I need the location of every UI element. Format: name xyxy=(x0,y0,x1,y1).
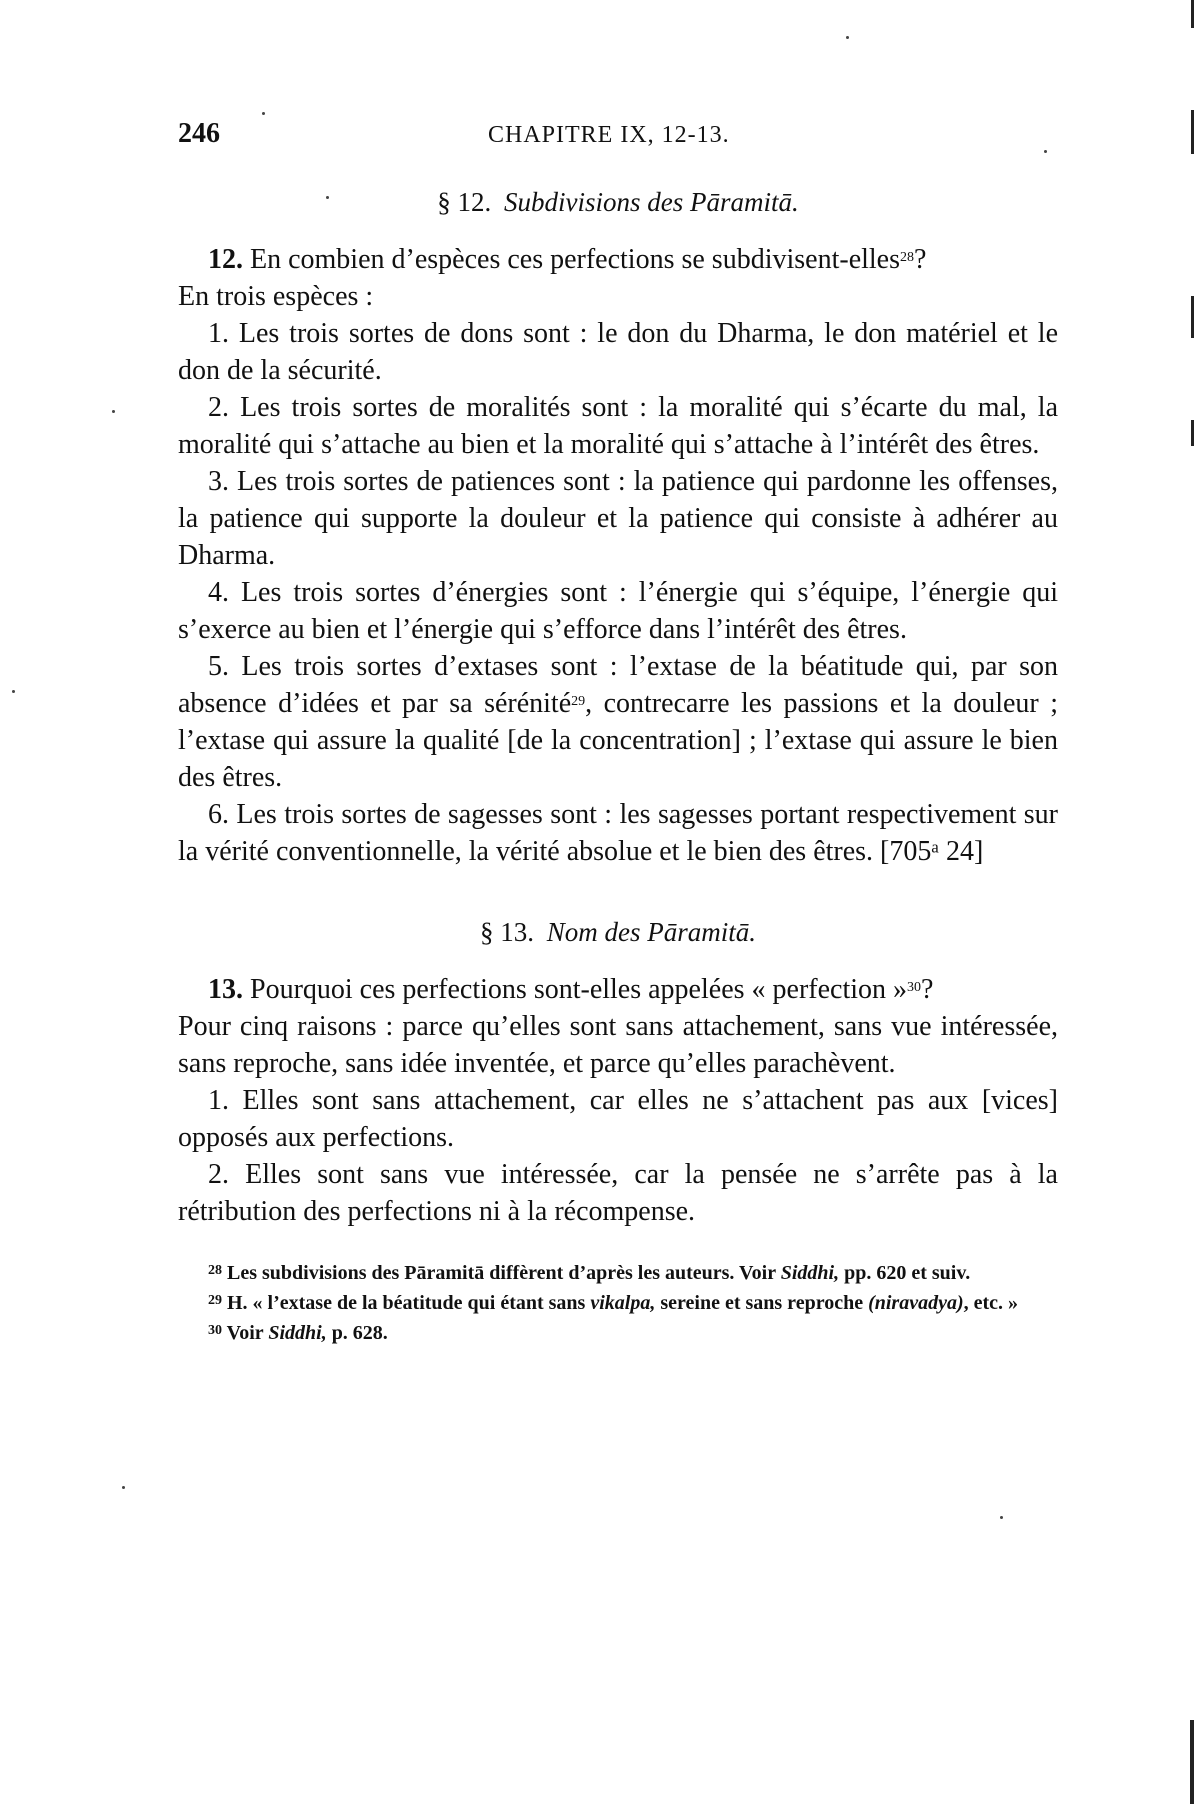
footnote-ref-28: 28 xyxy=(900,250,915,265)
scan-speck xyxy=(846,36,849,39)
footnote-29-term-2: (niravadya) xyxy=(868,1292,964,1314)
list-item: 2. Les trois sortes de moralités sont : la moralité qui s’écarte du mal, la moralité qui s’attache au bien et la moralité qui s’attache à l’intérêt des êtres. xyxy=(178,392,1058,460)
scan-speck xyxy=(1044,150,1047,153)
footnote-29-text-3: , etc. » xyxy=(963,1292,1019,1314)
list-item: 1. Elles sont sans attachement, car elles ne s’attachent pas aux [vices] opposés aux perfections. xyxy=(178,1085,1058,1153)
footnotes xyxy=(178,1258,1058,1348)
list-item: 6. Les trois sortes de sagesses sont : les sagesses portant respectivement sur la vérité conventionnelle, la vérité absolue et le bien des êtres. [705ᵃ 24] xyxy=(178,799,1058,867)
question-12-text: En combien d’espèces ces perfections se subdivisent-elles xyxy=(250,244,901,275)
list-item-5-part-b: , contrecarre les passions et la douleur ; l’extase qui assure la qualité [de la concentration] ; l’extase qui assure le bien des êtres. xyxy=(178,688,1059,793)
footnote-30-text: Voir xyxy=(226,1322,264,1344)
spacer xyxy=(178,870,1058,900)
section-13-name: Nom des Pāramitā. xyxy=(546,917,756,947)
list-item: 2. Elles sont sans vue intéressée, car la pensée ne s’arrête pas à la rétribution des perfections ni à la récompense. xyxy=(178,1159,1058,1227)
footnote-28-title: Siddhi, xyxy=(780,1262,840,1284)
footnote-28-text: Les subdivisions des Pāramitā diffèrent d’après les auteurs. Voir xyxy=(227,1262,776,1284)
scan-speck xyxy=(122,1486,125,1489)
footnote-30-title: Siddhi, xyxy=(268,1322,327,1344)
question-13 xyxy=(178,971,1058,1008)
section-13-number: § 13. xyxy=(480,917,534,947)
footnote-29-mark: 29 xyxy=(208,1293,222,1308)
list-item: 4. Les trois sortes d’énergies sont : l’énergie qui s’équipe, l’énergie qui s’exerce au bien et l’énergie qui s’efforce dans l’intérêt des êtres. xyxy=(178,577,1058,645)
question-13-text: Pourquoi ces perfections sont-elles appelées « perfection » xyxy=(250,974,908,1005)
footnote-29-term-1: vikalpa, xyxy=(590,1292,656,1314)
section-12-title xyxy=(178,184,1058,221)
footnote-28 xyxy=(178,1258,1058,1288)
question-13-number: 13. xyxy=(208,974,243,1005)
footnote-28-pages: pp. 620 et suiv. xyxy=(844,1262,971,1284)
footnote-29 xyxy=(178,1288,1058,1318)
running-head: CHAPITRE IX, 12-13. xyxy=(488,122,730,148)
list-item-5 xyxy=(178,648,1058,796)
page-header xyxy=(178,118,1058,158)
question-13-mark: ? xyxy=(921,974,934,1005)
list-item: 1. Les trois sortes de dons sont : le don du Dharma, le don matériel et le don de la sécurité. xyxy=(178,318,1058,386)
question-12-number: 12. xyxy=(208,244,243,275)
answer-13: Pour cinq raisons : parce qu’elles sont sans attachement, sans vue intéressée, sans reproche, sans idée inventée, et parce qu’elles parachèvent. xyxy=(178,1011,1058,1079)
footnote-30 xyxy=(178,1318,1058,1348)
scan-speck xyxy=(262,112,265,115)
footnote-ref-29: 29 xyxy=(571,694,586,709)
section-12-number: § 12. xyxy=(437,187,492,217)
footnote-28-mark: 28 xyxy=(208,1263,222,1278)
footnote-30-mark: 30 xyxy=(208,1323,222,1338)
question-12-mark: ? xyxy=(914,244,927,275)
scan-edge-mark xyxy=(1190,1720,1194,1804)
footnote-29-text-2: sereine et sans reproche xyxy=(660,1292,864,1314)
footnote-29-text: H. « l’extase de la béatitude qui étant sans xyxy=(227,1292,586,1314)
scan-speck xyxy=(326,196,329,199)
footnote-30-page: p. 628. xyxy=(331,1322,388,1344)
scan-speck xyxy=(1000,1516,1003,1519)
question-12 xyxy=(178,241,1058,278)
list-item-5-part-a: 5. Les trois sortes d’extases sont : l’extase de la béatitude qui, par son absence d’idées et par sa sérénité xyxy=(178,651,1058,719)
answer-12: En trois espèces : xyxy=(178,281,374,312)
list-item: 3. Les trois sortes de patiences sont : la patience qui pardonne les offenses, la patience qui supporte la douleur et la patience qui consiste à adhérer au Dharma. xyxy=(178,466,1058,571)
section-12-name: Subdivisions des Pāramitā. xyxy=(504,187,799,217)
scan-speck xyxy=(12,690,15,693)
footnote-ref-30: 30 xyxy=(907,980,922,995)
section-13-title xyxy=(178,914,1058,951)
scan-speck xyxy=(112,410,115,413)
main-text xyxy=(178,184,1058,1348)
page-number: 246 xyxy=(178,118,220,149)
